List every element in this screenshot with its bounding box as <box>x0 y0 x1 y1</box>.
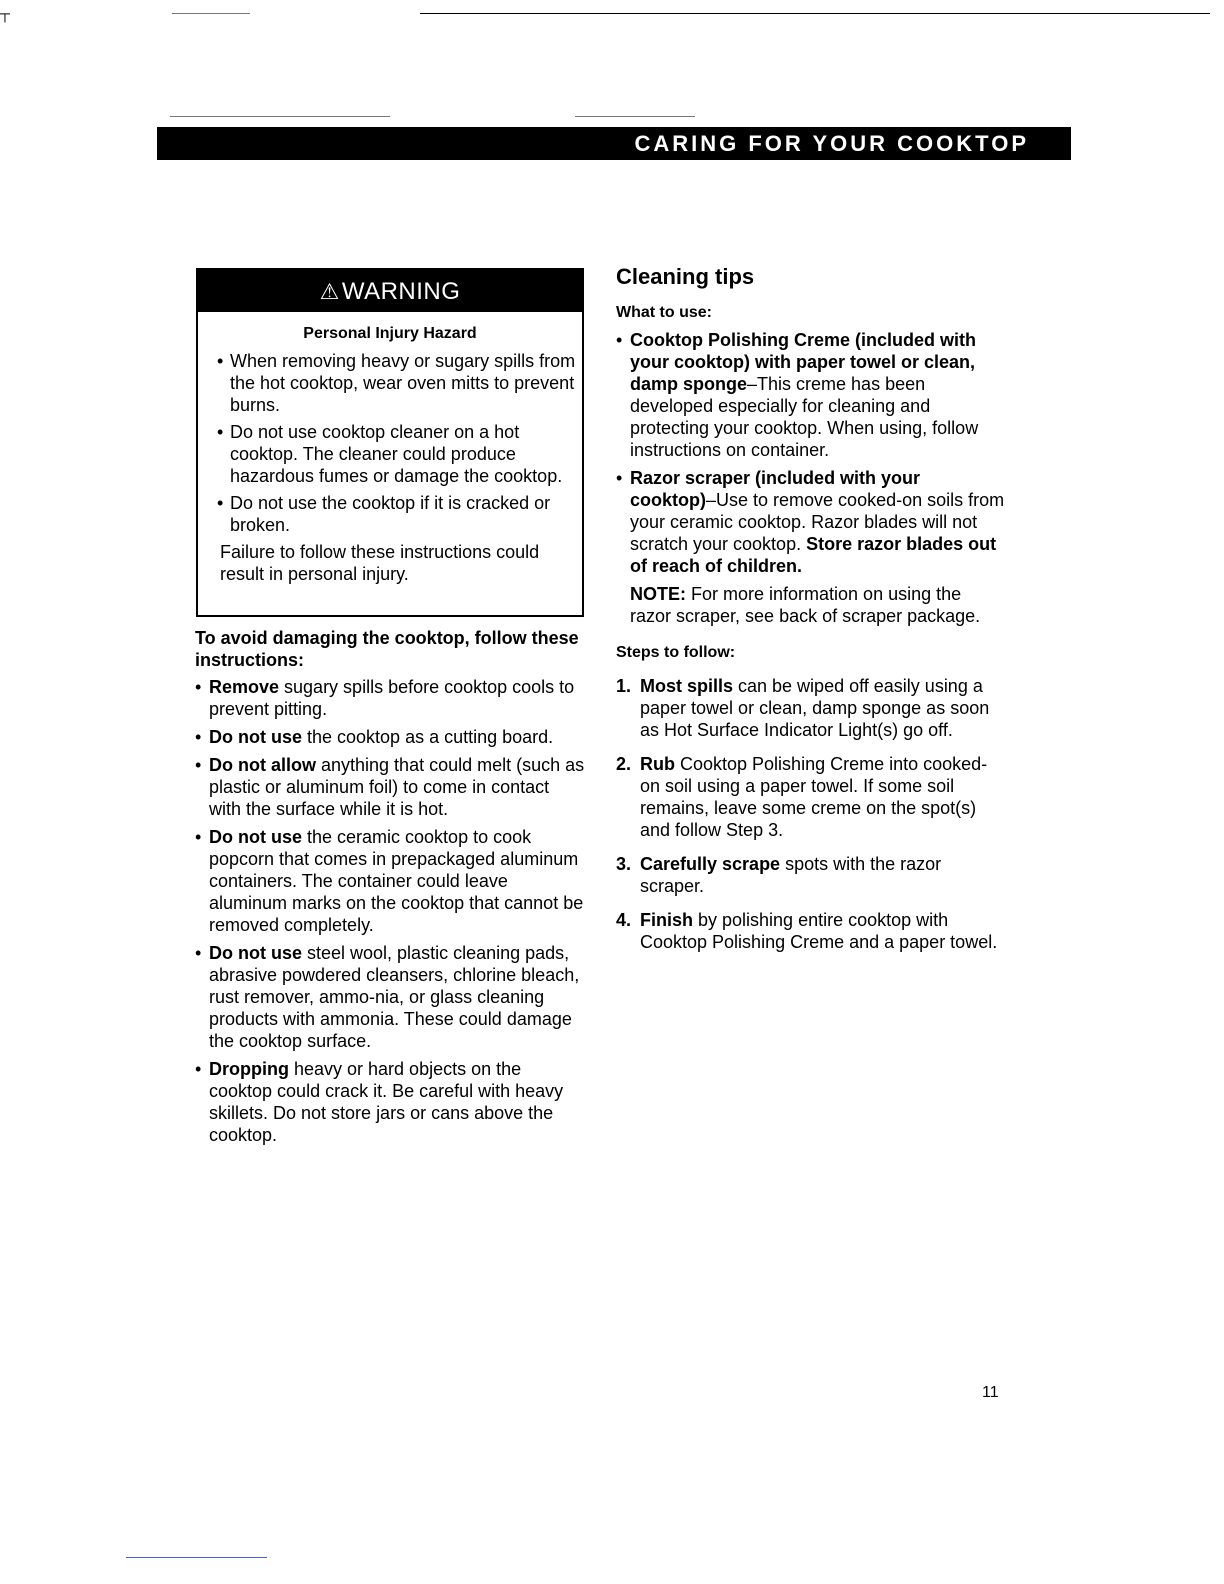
bullet-icon: • <box>616 468 623 488</box>
list-item: • Remove sugary spills before cooktop cools to prevent pitting. <box>195 677 575 719</box>
warning-triangle-icon: ⚠ <box>319 279 340 304</box>
list-item: • Do not use the cooktop as a cutting board. <box>195 727 554 747</box>
warning-footer: Failure to follow these instructions could result in personal injury. <box>220 542 540 584</box>
bullet-icon: • <box>217 351 224 371</box>
step-item: 2. Rub Cooktop Polishing Creme into cooked-on soil using a paper towel. If some soil remains, leave some creme on the spot(s) and follow Step 3. <box>616 754 988 840</box>
list-item: • Do not allow anything that could melt (such as plastic or aluminum foil) to come in contact with the surface while it is hot. <box>195 755 585 819</box>
header-rule-left <box>170 116 390 117</box>
warning-subtitle: Personal Injury Hazard <box>303 325 477 342</box>
list-item: • Dropping heavy or hard objects on the cooktop could crack it. Be careful with heavy skillets. Do not store jars or cans above the cooktop. <box>195 1059 564 1145</box>
steps-list <box>616 675 1006 953</box>
bullet-icon: • <box>195 827 202 847</box>
warning-header <box>198 270 582 312</box>
warning-item: • When removing heavy or sugary spills from the hot cooktop, wear oven mitts to prevent burns. <box>217 351 576 415</box>
section-title: CARING FOR YOUR COOKTOP <box>634 131 1029 156</box>
bottom-rule <box>126 1557 267 1558</box>
cleaning-tips-section <box>616 263 1006 965</box>
avoid-damage-section <box>195 627 585 1152</box>
section-header <box>157 127 1071 160</box>
warning-label: WARNING <box>341 278 461 305</box>
header-rule-mid <box>575 116 695 117</box>
warning-item: • Do not use cooktop cleaner on a hot cooktop. The cleaner could produce hazardous fumes or damage the cooktop. <box>217 422 563 486</box>
step-item: 1. Most spills can be wiped off easily using a paper towel or clean, damp sponge as soon as Hot Surface Indicator Light(s) go off. <box>616 676 990 740</box>
bullet-icon: • <box>217 493 224 513</box>
warning-box <box>196 268 584 617</box>
cleaning-tips-title: Cleaning tips <box>616 264 755 289</box>
warning-item: • Do not use the cooktop if it is cracked or broken. <box>217 493 551 535</box>
top-rule-long <box>420 13 1210 14</box>
bullet-icon: • <box>195 677 202 697</box>
bullet-icon: • <box>195 727 202 747</box>
what-to-use-list <box>616 329 1006 577</box>
page-number: 11 <box>982 1384 999 1401</box>
bullet-icon: • <box>195 755 202 775</box>
scraper-note: NOTE: For more information on using the razor scraper, see back of scraper package. <box>630 584 981 626</box>
list-item: • Cooktop Polishing Creme (included with your cooktop) with paper towel or clean, damp sponge–This creme has been developed especially for cleaning and protecting your cooktop. When using, follow instructions on container. <box>616 330 979 460</box>
bullet-icon: • <box>616 330 623 350</box>
avoid-damage-heading: To avoid damaging the cooktop, follow these instructions: <box>195 628 579 670</box>
step-item: 4. Finish by polishing entire cooktop with Cooktop Polishing Creme and a paper towel. <box>616 910 998 952</box>
avoid-damage-list <box>195 676 585 1146</box>
bullet-icon: • <box>195 1059 202 1079</box>
step-item: 3. Carefully scrape spots with the razor scraper. <box>616 854 942 896</box>
warning-list <box>198 350 582 536</box>
bullet-icon: • <box>217 422 224 442</box>
list-item: • Do not use the ceramic cooktop to cook popcorn that comes in prepackaged aluminum containers. The container could leave aluminum marks on the cooktop that cannot be removed completely. <box>195 827 584 935</box>
steps-label: Steps to follow: <box>616 644 736 661</box>
list-item: • Razor scraper (included with your cooktop)–Use to remove cooked-on soils from your ceramic cooktop. Razor blades will not scratch your cooktop. Store razor blades out of reach of children. <box>616 468 1005 576</box>
bullet-icon: • <box>195 943 202 963</box>
what-to-use-label: What to use: <box>616 304 712 321</box>
list-item: • Do not use steel wool, plastic cleaning pads, abrasive powdered cleansers, chlorine bleach, rust remover, ammo-nia, or glass cleaning products with ammonia. These could damage the cooktop surface. <box>195 943 580 1051</box>
corner-mark: ┬ <box>0 5 10 21</box>
top-rule-short <box>172 13 250 14</box>
